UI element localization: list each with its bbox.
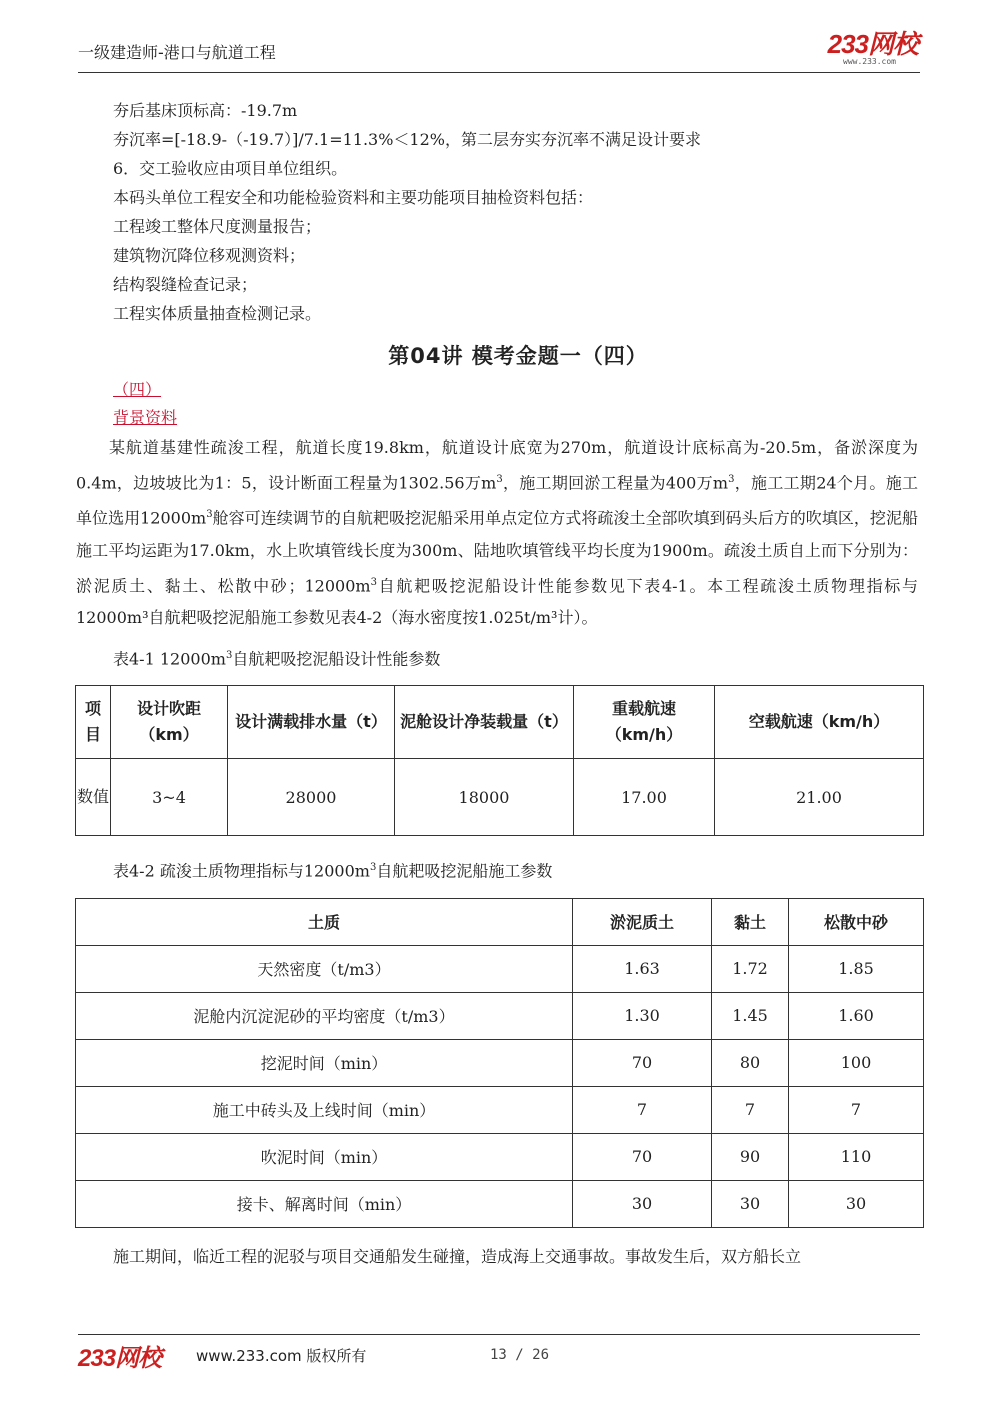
table-header: 淤泥质土 [573,898,712,945]
table-row [76,759,924,836]
page-header [78,29,920,74]
table-cell: 7 [573,1086,712,1133]
table-row [76,992,924,1039]
table-cell: 1.60 [789,992,924,1039]
section-heading: 第04讲 模考金题一（四） [388,344,648,368]
header-title: 一级建造师-港口与航道工程 [78,43,276,62]
table-header: 空载航速（km/h） [715,686,924,759]
table-header: 项目 [76,686,111,759]
table-header: 泥舱设计净装载量（t） [395,686,574,759]
table-cell: 18000 [395,759,574,836]
table-row [76,1133,924,1180]
table-cell: 挖泥时间（min） [76,1039,573,1086]
logo-url: www.233.com [843,57,896,66]
table-header: 设计吹距（km） [111,686,228,759]
text-line: 6．交工验收应由项目单位组织。 [113,159,348,178]
section-label[interactable]: （四） [113,380,162,399]
text-line: 建筑物沉降位移观测资料； [113,246,306,265]
table-cell: 天然密度（t/m3） [76,945,573,992]
table-header: 重载航速（km/h） [574,686,715,759]
table-cell: 接卡、解离时间（min） [76,1180,573,1227]
text-line: 结构裂缝检查记录； [113,275,258,294]
table-header-row [76,898,924,945]
table-cell: 70 [573,1133,712,1180]
table-cell: 施工中砖头及上线时间（min） [76,1086,573,1133]
table-row [76,1039,924,1086]
table-cell: 17.00 [574,759,715,836]
text-line: 本码头单位工程安全和功能检验资料和主要功能项目抽检资料包括： [113,188,594,207]
table-cell: 1.72 [712,945,789,992]
closing-text: 施工期间，临近工程的泥驳与项目交通船发生碰撞，造成海上交通事故。事故发生后，双方船长立 [113,1246,802,1266]
table-cell: 30 [712,1180,789,1227]
table-header: 黏土 [712,898,789,945]
table-header: 设计满载排水量（t） [228,686,395,759]
text-line: 夯后基床顶标高：-19.7m [113,101,298,120]
design-parameters-table [75,685,924,836]
page-footer [78,1340,920,1370]
header-divider [78,72,920,73]
table-cell: 70 [573,1039,712,1086]
table-cell: 21.00 [715,759,924,836]
table-cell: 100 [789,1039,924,1086]
footer-copyright: www.233.com 版权所有 [196,1347,367,1365]
table-cell: 泥舱内沉淀泥砂的平均密度（t/m3） [76,992,573,1039]
page-number: 13 / 26 [490,1347,550,1363]
table-cell: 28000 [228,759,395,836]
table-cell: 80 [712,1039,789,1086]
table2-caption: 表4-2 疏浚土质物理指标与$12000m^3$自航耙吸挖泥船施工参数 [113,861,553,881]
background-paragraph: 某航道基建性疏浚工程，航道长度19.8km，航道设计底宽为270m，航道设计底标高为-20.5m，备淤深度为0.4m，边坡坡比为1：5，设计断面工程量为1302.56万$m^3$，施工期回淤工程量为400万$m^3$，施工工期24个月。施工单位选用$12000m^3$舱容可连续调节的自航耙吸挖泥船采用单点定位方式将疏浚土全部吹填到码头后方的吹填区，挖泥船施工平均运距为17.0km，水上吹填管线长度为300m、陆地吹填管线平均长度为1900m。疏浚土质自上而下分别为：淤泥质土、黏土、松散中砂；$12000m^3$自航耙吸挖泥船设计性能参数见下表4-1。本工程疏浚土质物理指标与12000m³自航耙吸挖泥船施工参数见表4-2（海水密度按1.025t/m³计）。 [76,438,918,627]
table-row [76,1180,924,1227]
logo-text: 233网校 [827,29,918,59]
background-title[interactable]: 背景资料 [113,408,178,427]
table-cell: 7 [789,1086,924,1133]
table-cell: 数值 [76,759,111,836]
table-row [76,1086,924,1133]
text-line: 工程竣工整体尺度测量报告； [113,217,322,236]
table-cell: 30 [789,1180,924,1227]
footer-divider [78,1334,920,1335]
table-header: 松散中砂 [789,898,924,945]
table-cell: 30 [573,1180,712,1227]
table-cell: 110 [789,1133,924,1180]
table-header: 土质 [76,898,573,945]
table-header-row [76,686,924,759]
table-cell: 90 [712,1133,789,1180]
table1-caption: 表4-1 $12000m^3$自航耙吸挖泥船设计性能参数 [113,649,441,669]
table-cell: 吹泥时间（min） [76,1133,573,1180]
table-row [76,945,924,992]
table-cell: 1.45 [712,992,789,1039]
footer-logo[interactable]: 233网校 [78,1345,162,1372]
table-cell: 1.85 [789,945,924,992]
text-line: 夯沉率=[-18.9-（-19.7）]/7.1=11.3%＜12%，第二层夯实夯沉率不满足设计要求 [113,130,701,149]
text-line: 工程实体质量抽查检测记录。 [113,304,322,323]
table-cell: 1.63 [573,945,712,992]
construction-parameters-table [75,898,924,1228]
page-content [76,96,923,1271]
table-cell: 1.30 [573,992,712,1039]
brand-logo[interactable] [828,30,918,66]
table-cell: 7 [712,1086,789,1133]
table-cell: 3~4 [111,759,228,836]
